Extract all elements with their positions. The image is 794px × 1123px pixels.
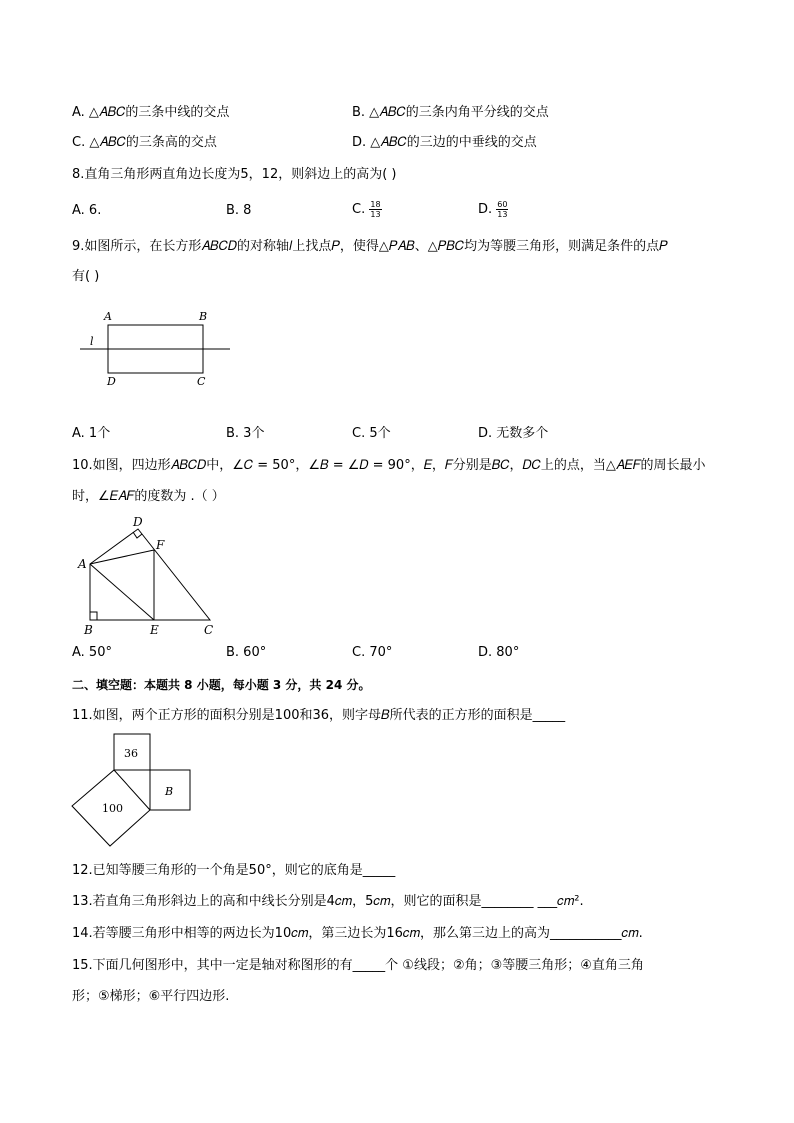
q11-stem: 11.如图，两个正方形的面积分别是100和36，则字母𝐵所代表的正方形的面积是_____ [72, 708, 566, 723]
q8-option-d [478, 196, 508, 224]
q10-label-f: F [156, 538, 165, 552]
q9-option-a: A. 1个 [72, 426, 111, 441]
q8-c-numerator: 18 [370, 200, 381, 209]
q15-stem-line2: 形；⑤梯形；⑥平行四边形. [72, 989, 230, 1004]
q9-option-d: D. 无数多个 [478, 426, 549, 441]
q10-label-a: A [78, 557, 87, 571]
q10-stem-line1: 10.如图，四边形𝐴𝐵𝐶𝐷中，∠𝐶 = 50°，∠𝐵 = ∠𝐷 = 90°，𝐸，𝐹分别是𝐵𝐶，𝐷𝐶上的点，当△𝐴𝐸𝐹的周长最小 [72, 458, 706, 473]
q8-stem: 8.直角三角形两直角边长度为5，12，则斜边上的高为( ) [72, 167, 397, 182]
q7-option-a: A. △𝐴𝐵𝐶的三条中线的交点 [72, 105, 230, 120]
q10-label-d: D [133, 515, 143, 529]
q8-option-a: A. 6. [72, 203, 102, 218]
section-2-heading: 二、填空题：本题共 8 小题，每小题 3 分，共 24 分。 [72, 678, 371, 692]
q8-option-c-prefix: C. [352, 202, 366, 217]
q10-right-angle-b [90, 612, 97, 620]
q10-label-e: E [150, 623, 159, 637]
q9-label-l: l [90, 335, 94, 348]
q11-label-100: 100 [102, 802, 123, 815]
q7-option-d: D. △𝐴𝐵𝐶的三边的中垂线的交点 [352, 135, 537, 150]
q9-stem-line2: 有( ) [72, 269, 100, 284]
q9-option-b: B. 3个 [226, 426, 265, 441]
q8-option-d-prefix: D. [478, 202, 493, 217]
q13-stem: 13.若直角三角形斜边上的高和中线长分别是4𝑐𝑚，5𝑐𝑚，则它的面积是________ ___𝑐𝑚². [72, 894, 584, 909]
q8-option-c-fraction [369, 200, 381, 219]
q12-stem: 12.已知等腰三角形的一个角是50°，则它的底角是_____ [72, 863, 396, 878]
q10-option-b: B. 60° [226, 645, 267, 660]
q8-option-b: B. 8 [226, 203, 252, 218]
q10-stem-line2: 时，∠𝐸𝐴𝐹的度数为 .（ ） [72, 489, 225, 504]
q9-label-b: B [199, 310, 208, 323]
q10-quadrilateral [90, 529, 210, 620]
q9-option-c: C. 5个 [352, 426, 391, 441]
q8-d-numerator: 60 [497, 200, 508, 209]
q10-option-a: A. 50° [72, 645, 112, 660]
q9-label-d: D [107, 375, 116, 388]
q8-option-d-fraction [496, 200, 508, 219]
q7-option-b: B. △𝐴𝐵𝐶的三条内角平分线的交点 [352, 105, 549, 120]
q8-c-denominator: 13 [370, 210, 381, 219]
q8-option-c [352, 196, 382, 224]
q11-squares-figure [68, 732, 198, 850]
q10-quadrilateral-figure [70, 512, 230, 640]
q10-segment-ae [90, 564, 154, 620]
q10-option-d: D. 80° [478, 645, 520, 660]
q15-stem-line1: 15.下面几何图形中，其中一定是轴对称图形的有_____个 ①线段；②角；③等腰三角形；④直角三角 [72, 958, 644, 973]
q9-rectangle-figure [70, 300, 240, 395]
q14-stem: 14.若等腰三角形中相等的两边长为10𝑐𝑚，第三边长为16𝑐𝑚，那么第三边上的高为___________𝑐𝑚. [72, 926, 643, 941]
q7-option-c: C. △𝐴𝐵𝐶的三条高的交点 [72, 135, 217, 150]
q11-label-b: B [165, 785, 174, 798]
q11-label-36: 36 [124, 747, 138, 760]
q10-option-c: C. 70° [352, 645, 393, 660]
q10-label-b: B [84, 623, 93, 637]
q9-label-c: C [197, 375, 206, 388]
q9-label-a: A [104, 310, 112, 323]
q10-label-c: C [204, 623, 214, 637]
q9-stem-line1: 9.如图所示，在长方形𝐴𝐵𝐶𝐷的对称轴𝑙上找点𝑃，使得△𝑃𝐴𝐵、△𝑃𝐵𝐶均为等腰三角形，则满足条件的点𝑃 [72, 239, 668, 254]
q8-d-denominator: 13 [497, 210, 508, 219]
